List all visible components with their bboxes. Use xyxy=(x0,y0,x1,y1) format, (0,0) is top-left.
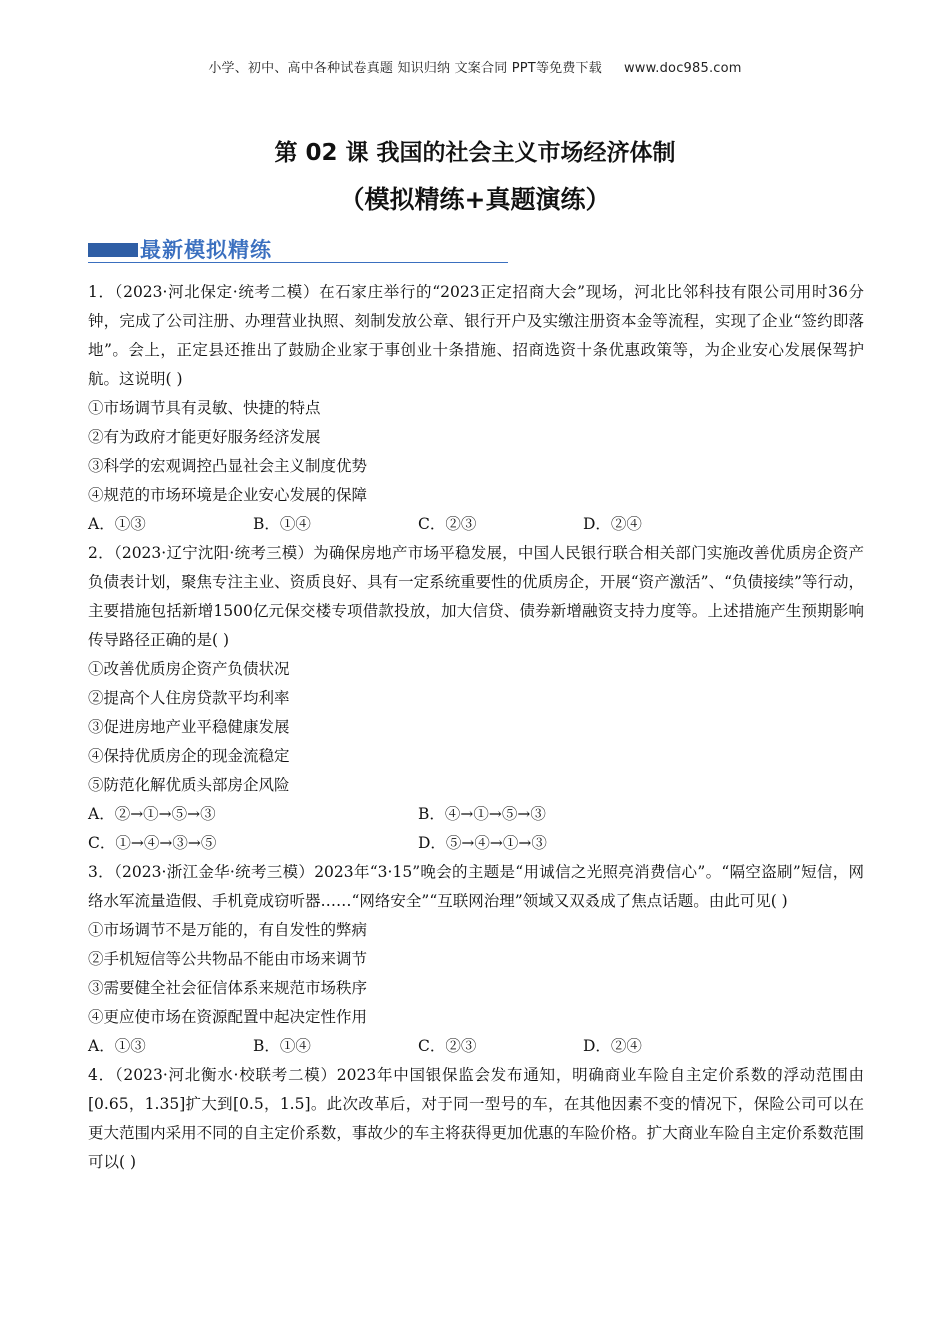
answer-choices xyxy=(88,1032,864,1061)
section-notch-decoration xyxy=(130,243,138,257)
answer-choice-d: D．②④ xyxy=(583,515,642,533)
section-heading: 最新模拟精练 xyxy=(140,238,272,262)
answer-choices-row-1 xyxy=(88,800,864,829)
header-url[interactable]: www.doc985.com xyxy=(623,61,742,76)
question-2 xyxy=(88,539,864,858)
section-banner xyxy=(88,234,508,266)
question-stem: 2．（2023·辽宁沈阳·统考三模）为确保房地产市场平稳发展，中国人民银行联合相关部门实施改善优质房企资产负债表计划，聚焦专注主业、资质良好、具有一定系统重要性的优质房企，开展“资产激活”、“负债接续”等行动，主要措施包括新增1500亿元保交楼专项借款投放，加大信贷、债券新增融资支持力度等。上述措施产生预期影响传导路径正确的是( ) xyxy=(88,544,864,649)
answer-choice-d: D．⑤→④→①→③ xyxy=(418,834,547,852)
statement-option: ②提高个人住房贷款平均利率 xyxy=(88,689,290,707)
question-1 xyxy=(88,278,864,539)
answer-choice-a: A．②→①→⑤→③ xyxy=(88,805,216,823)
question-list xyxy=(88,278,864,1177)
statement-option: ①改善优质房企资产负债状况 xyxy=(88,660,290,678)
answer-choice-c: C．②③ xyxy=(418,1037,477,1055)
statement-option: ③科学的宏观调控凸显社会主义制度优势 xyxy=(88,457,368,475)
statement-option: ⑤防范化解优质头部房企风险 xyxy=(88,776,290,794)
answer-choice-a: A．①③ xyxy=(88,1037,146,1055)
answer-choice-b: B．①④ xyxy=(253,515,311,533)
answer-choices-row-2 xyxy=(88,829,864,858)
statement-option: ②手机短信等公共物品不能由市场来调节 xyxy=(88,950,368,968)
answer-choice-c: C．②③ xyxy=(418,515,477,533)
question-stem: 1．（2023·河北保定·统考二模）在石家庄举行的“2023正定招商大会”现场，河北比邻科技有限公司用时36分钟，完成了公司注册、办理营业执照、刻制发放公章、银行开户及实缴注册资本金等流程，实现了企业“签约即落地”。会上，正定县还推出了鼓励企业家于事创业十条措施、招商选资十条优惠政策等，为企业安心发展保驾护航。这说明( ) xyxy=(88,283,864,388)
statement-option: ③需要健全社会征信体系来规范市场秩序 xyxy=(88,979,368,997)
statement-option: ②有为政府才能更好服务经济发展 xyxy=(88,428,321,446)
answer-choice-c: C．①→④→③→⑤ xyxy=(88,834,217,852)
statement-option: ①市场调节具有灵敏、快捷的特点 xyxy=(88,399,321,417)
question-stem: 4．（2023·河北衡水·校联考二模）2023年中国银保监会发布通知，明确商业车险自主定价系数的浮动范围由[0.65，1.35]扩大到[0.5，1.5]。此次改革后，对于同一型号的车，在其他因素不变的情况下，保险公司可以在更大范围内采用不同的自主定价系数，事故少的车主将获得更加优惠的车险价格。扩大商业车险自主定价系数范围可以( ) xyxy=(88,1066,864,1171)
statement-option: ①市场调节不是万能的，有自发性的弊病 xyxy=(88,921,368,939)
question-4 xyxy=(88,1061,864,1177)
question-3 xyxy=(88,858,864,1061)
statement-option: ③促进房地产业平稳健康发展 xyxy=(88,718,290,736)
answer-choice-a: A．①③ xyxy=(88,515,146,533)
answer-choices xyxy=(88,510,864,539)
document-subtitle: （模拟精练+真题演练） xyxy=(339,185,611,214)
statement-option: ④规范的市场环境是企业安心发展的保障 xyxy=(88,486,368,504)
document-title: 第 02 课 我国的社会主义市场经济体制 xyxy=(274,140,676,166)
answer-choice-d: D．②④ xyxy=(583,1037,642,1055)
header-text: 小学、初中、高中各种试卷真题 知识归纳 文案合同 PPT等免费下载 xyxy=(208,61,602,76)
answer-choice-b: B．①④ xyxy=(253,1037,311,1055)
section-underline xyxy=(88,262,508,263)
statement-option: ④更应使市场在资源配置中起决定性作用 xyxy=(88,1008,368,1026)
answer-choice-b: B．④→①→⑤→③ xyxy=(418,805,546,823)
statement-option: ④保持优质房企的现金流稳定 xyxy=(88,747,290,765)
question-stem: 3．（2023·浙江金华·统考三模）2023年“3·15”晚会的主题是“用诚信之光照亮消费信心”。“隔空盗刷”短信，网络水军流量造假、手机竟成窃听器……“网络安全”“互联网治理”领域又双叒成了焦点话题。由此可见( ) xyxy=(88,863,864,910)
page-header xyxy=(0,57,950,76)
